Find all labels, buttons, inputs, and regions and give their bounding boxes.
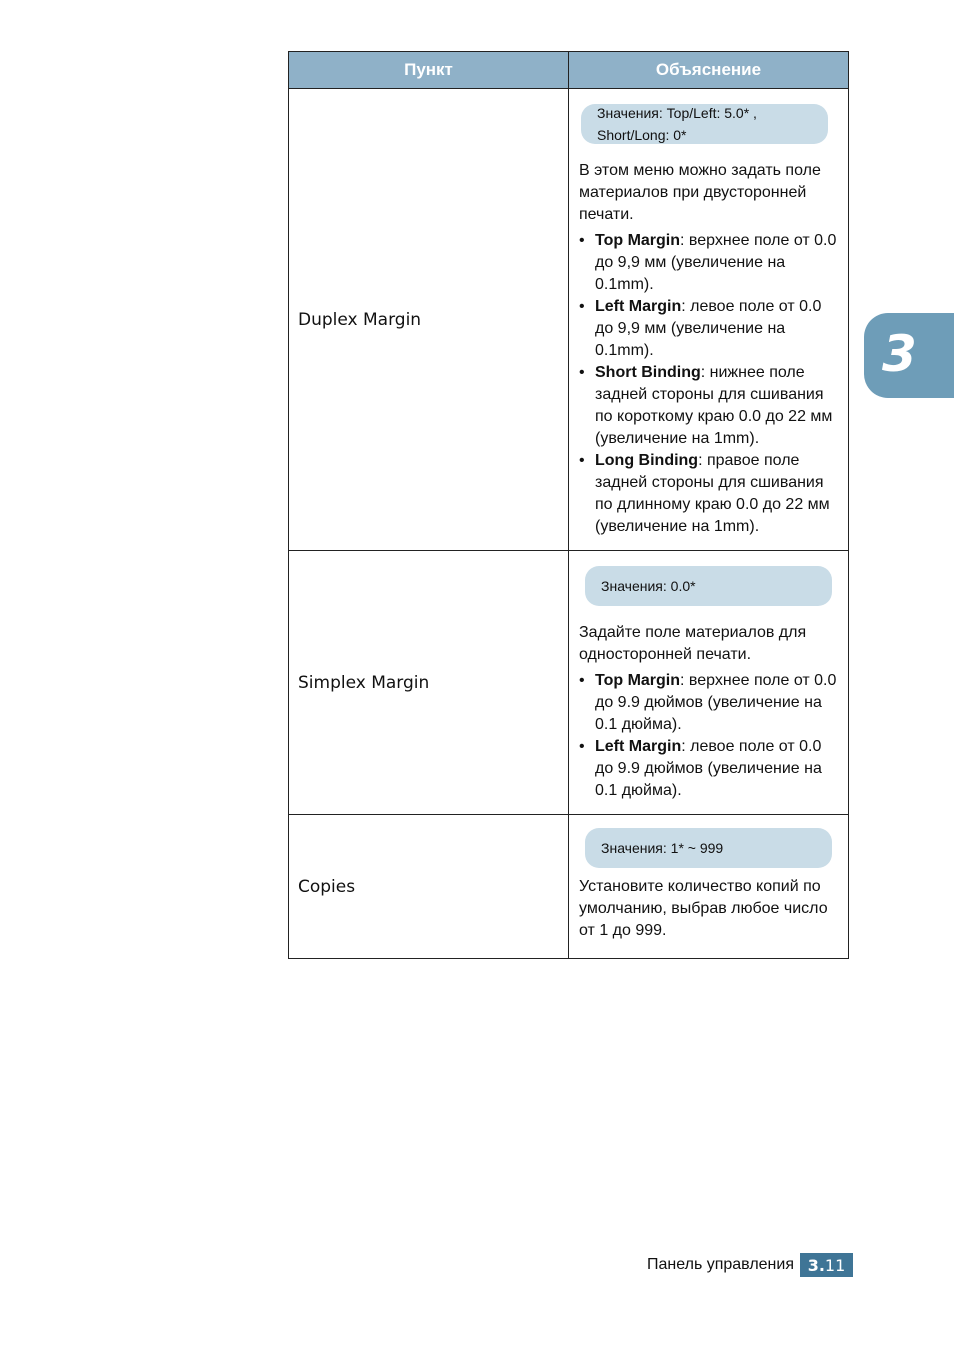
row-description — [569, 815, 849, 959]
row-item-label: Duplex Margin — [289, 89, 569, 551]
list-item — [579, 736, 838, 802]
description-text: В этом меню можно задать поле материалов при двусторонней печати. — [579, 162, 821, 223]
row-item-label: Copies — [289, 815, 569, 959]
bullet-list — [579, 230, 838, 538]
list-item — [579, 450, 838, 538]
bullet-term: Top Margin — [595, 232, 681, 249]
header-description: Объяснение — [569, 52, 849, 89]
page-number-badge — [800, 1253, 853, 1277]
bullet-term: Top Margin — [595, 672, 681, 689]
header-item: Пункт — [289, 52, 569, 89]
description-text: Установите количество копий по умолчанию, выбрав любое число от 1 до 999. — [579, 878, 828, 939]
list-item — [579, 362, 838, 450]
description-text: Задайте поле материалов для односторонней печати. — [579, 624, 807, 663]
values-box: Значения: 1* ~ 999 — [585, 828, 832, 868]
page-footer — [647, 1253, 853, 1277]
bullet-icon: • — [579, 364, 585, 381]
bullet-term: Left Margin — [595, 738, 682, 755]
bullet-text: : верхнее поле от 0.0 до 9,9 мм (увеличение на 0.1mm). — [595, 232, 837, 293]
chapter-number: 3 — [882, 325, 917, 383]
bullet-term: Short Binding — [595, 364, 701, 381]
bullet-icon: • — [579, 232, 585, 249]
footer-section-title: Панель управления — [647, 1256, 794, 1273]
bullet-term: Left Margin — [595, 298, 682, 315]
bullet-text: : нижнее поле задней стороны для сшивания по короткому краю 0.0 до 22 мм (увеличение на 1mm). — [595, 364, 833, 447]
settings-table — [288, 51, 849, 959]
bullet-icon: • — [579, 452, 585, 469]
table-header-row — [289, 52, 849, 89]
bullet-text: : верхнее поле от 0.0 до 9.9 дюймов (увеличение на 0.1 дюйма). — [595, 672, 837, 733]
chapter-tab — [864, 313, 954, 398]
table-row — [289, 551, 849, 815]
table-row — [289, 815, 849, 959]
row-description — [569, 89, 849, 551]
table-row — [289, 89, 849, 551]
bullet-term: Long Binding — [595, 452, 699, 469]
page-number: 11 — [824, 1255, 846, 1275]
list-item — [579, 296, 838, 362]
list-item — [579, 230, 838, 296]
row-description — [569, 551, 849, 815]
bullet-icon: • — [579, 738, 585, 755]
row-item-label: Simplex Margin — [289, 551, 569, 815]
bullet-list — [579, 670, 838, 802]
values-box: Значения: Top/Left: 5.0* , Short/Long: 0* — [581, 104, 828, 144]
bullet-icon: • — [579, 672, 585, 689]
bullet-text: : левое поле от 0.0 до 9.9 дюймов (увеличение на 0.1 дюйма). — [595, 738, 822, 799]
bullet-text: : левое поле от 0.0 до 9,9 мм (увеличение на 0.1mm). — [595, 298, 822, 359]
bullet-icon: • — [579, 298, 585, 315]
bullet-text: : правое поле задней стороны для сшивания по длинному краю 0.0 до 22 мм (увеличение на 1mm). — [595, 452, 830, 535]
list-item — [579, 670, 838, 736]
values-box: Значения: 0.0* — [585, 566, 832, 606]
page-chapter: 3. — [807, 1255, 825, 1275]
